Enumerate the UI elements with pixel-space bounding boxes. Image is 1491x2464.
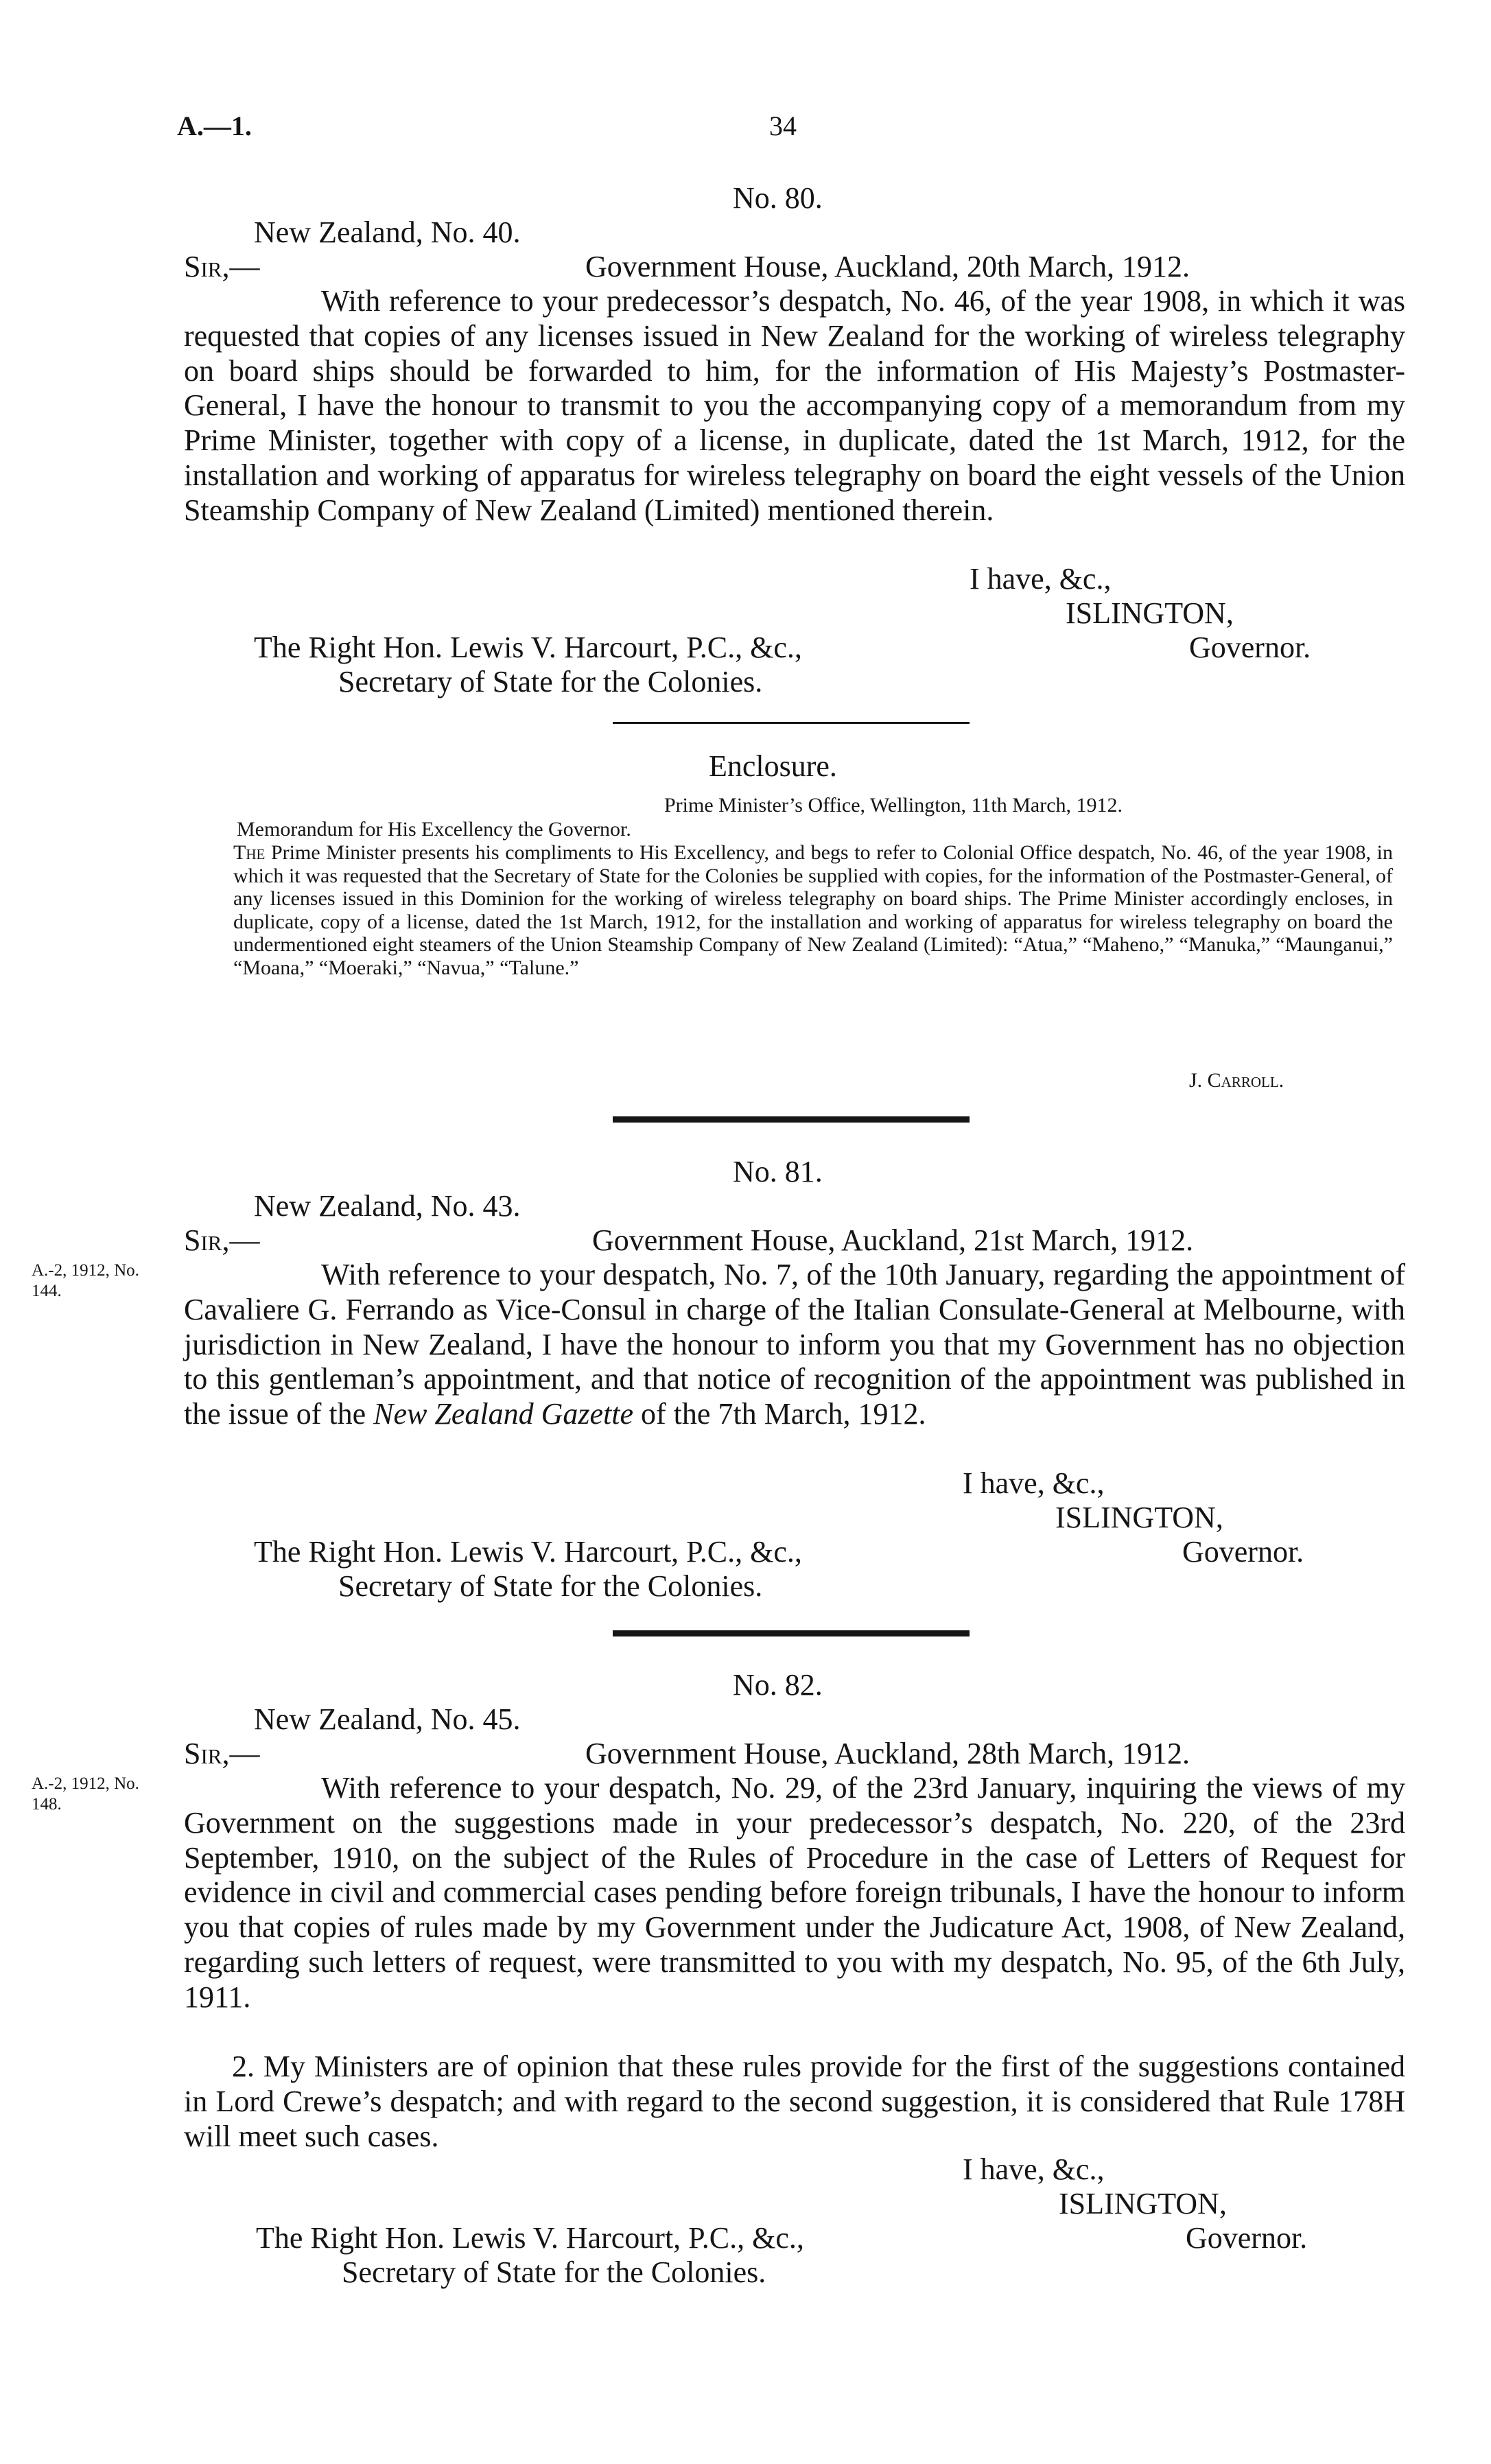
enclosure-text (233, 841, 1393, 980)
despatch-paragraph: 2. My Ministers are of opinion that these rules provide for the first of the suggestions contained in Lord Crewe’s despatch; and with regard to the second suggestion, it is considered that Rule 178H will meet such cases. (184, 2050, 1405, 2153)
signature: ISLINGTON, (1055, 1501, 1223, 1534)
addressee: The Right Hon. Lewis V. Harcourt, P.C., &c., (254, 1535, 802, 1569)
addressee: The Right Hon. Lewis V. Harcourt, P.C., &c., (256, 2221, 804, 2255)
nz-number: New Zealand, No. 43. (254, 1189, 521, 1223)
despatch-number: No. 81. (733, 1155, 823, 1188)
margin-note: A.-2, 1912, No. 144. (32, 1261, 139, 1300)
despatch-paragraph (184, 1258, 1405, 1432)
document-reference: A.—1. (177, 110, 252, 141)
enclosure-signature: J. Carroll. (1189, 1069, 1284, 1092)
enclosure-heading: Enclosure. (709, 749, 837, 783)
signature: ISLINGTON, (1059, 2187, 1227, 2220)
addressee-title: Secretary of State for the Colonies. (338, 665, 763, 699)
place-date: Government House, Auckland, 21st March, 1912. (592, 1223, 1194, 1257)
section-divider-thick (613, 1116, 970, 1123)
place-date: Government House, Auckland, 20th March, 1912. (585, 250, 1190, 283)
gazette-title: New Zealand Gazette (373, 1397, 634, 1431)
salutation: Sir,— (184, 250, 260, 283)
closing: I have, &c., (963, 1466, 1105, 1500)
signature: ISLINGTON, (1066, 596, 1234, 630)
signature-title: Governor. (1186, 2221, 1308, 2255)
section-divider-thick (613, 1630, 970, 1636)
section-divider (613, 722, 970, 724)
paragraph-text: With reference to your despatch, No. 7, of the 10th January, regarding the appointment of Cavaliere G. Ferrando as Vice-Consul in charge of the Italian Consulate-General at Melbourne, with jurisdiction in New Zealand, I have the honour to inform you that my Government has no objection to this gentleman’s appointment, and that notice of recognition of the appointment was published in the issue of the (184, 1258, 1405, 1431)
paragraph-text-end: of the 7th March, 1912. (633, 1397, 926, 1431)
closing: I have, &c., (970, 562, 1112, 596)
page-number: 34 (769, 110, 797, 141)
enclosure-body: Prime Minister presents his compliments to His Excellency, and begs to refer to Colonial Office despatch, No. 46, of the year 1908, in which it was requested that the Secretary of State for the Colonies be supplied with copies, for the information of the Postmaster-General, of any licenses issued in this Dominion for the working of wireless telegraphy on board ships. The Prime Minister accordingly encloses, in duplicate, copy of a license, dated the 1st March, 1912, for the installation and working of apparatus for wireless telegraphy on board the undermentioned eight steamers of the Union Steamship Company of New Zealand (Limited): “Atua,” “Maheno,” “Manuka,” “Maunganui,” “Moana,” “Moeraki,” “Navua,” “Talune.” (233, 841, 1393, 979)
despatch-paragraph: With reference to your predecessor’s despatch, No. 46, of the year 1908, in which it was requested that copies of any licenses issued in New Zealand for the working of wireless telegraphy on board ships should be forwarded to him, for the information of His Majesty’s Postmaster-General, I have the honour to transmit to you the accompanying copy of a memorandum from my Prime Minister, together with copy of a license, in duplicate, dated the 1st March, 1912, for the installation and working of apparatus for wireless telegraphy on board the eight vessels of the Union Steamship Company of New Zealand (Limited) mentioned therein. (184, 284, 1405, 527)
salutation: Sir,— (184, 1223, 260, 1257)
addressee-title: Secretary of State for the Colonies. (342, 2255, 766, 2289)
addressee: The Right Hon. Lewis V. Harcourt, P.C., &c., (254, 631, 802, 664)
despatch-paragraph: With reference to your despatch, No. 29, of the 23rd January, inquiring the views of my Government on the suggestions made in your predecessor’s despatch, No. 220, of the 23rd September, 1910, on the subject of the Rules of Procedure in the case of Letters of Request for evidence in civil and commercial cases pending before foreign tribunals, I have the honour to inform you that copies of rules made by my Government under the Judicature Act, 1908, of New Zealand, regarding such letters of request, were transmitted to you with my despatch, No. 95, of the 6th July, 1911. (184, 1771, 1405, 2014)
closing: I have, &c., (963, 2152, 1105, 2186)
despatch-number: No. 80. (733, 181, 823, 215)
nz-number: New Zealand, No. 40. (254, 215, 521, 249)
place-date: Government House, Auckland, 28th March, 1912. (585, 1737, 1190, 1770)
memo-line: Memorandum for His Excellency the Governor. (237, 818, 631, 841)
signature-title: Governor. (1182, 1535, 1304, 1569)
signature-title: Governor. (1189, 631, 1311, 664)
nz-number: New Zealand, No. 45. (254, 1702, 521, 1736)
margin-note: A.-2, 1912, No. 148. (32, 1774, 139, 1814)
enclosure-place-date: Prime Minister’s Office, Wellington, 11th March, 1912. (664, 794, 1123, 817)
addressee-title: Secretary of State for the Colonies. (338, 1569, 763, 1603)
salutation: Sir,— (184, 1737, 260, 1770)
lead-word: The (233, 841, 266, 864)
despatch-number: No. 82. (733, 1668, 823, 1702)
